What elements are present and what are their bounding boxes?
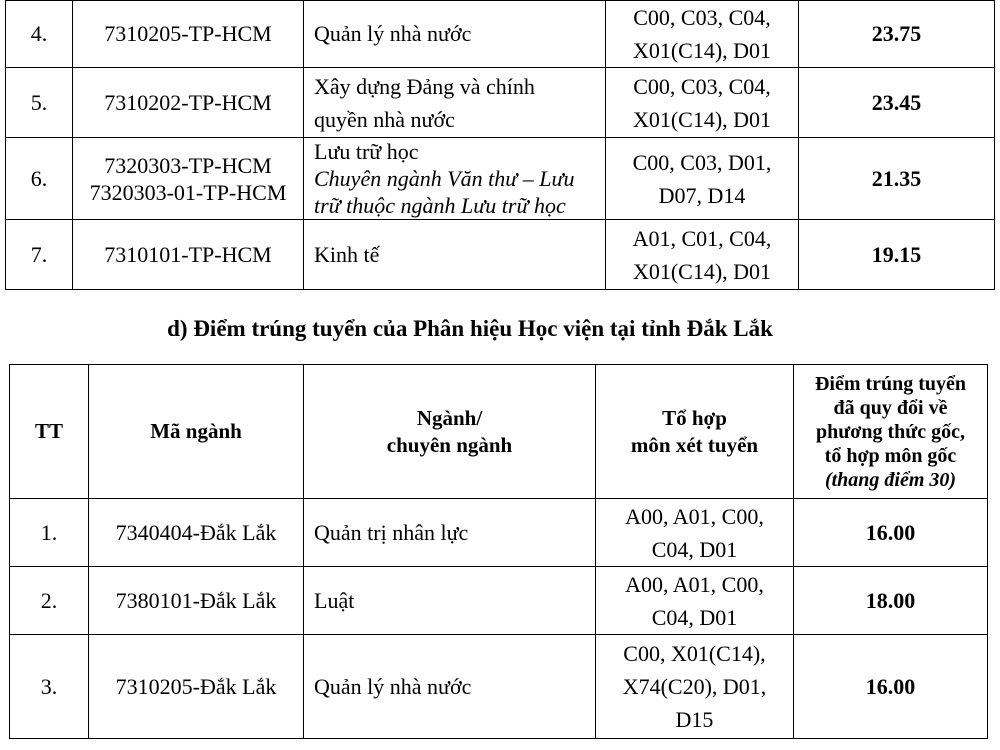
- table-row: [6, 138, 995, 220]
- admission-score: 23.45: [799, 68, 995, 138]
- subject-combination: C00, C03, C04, X01(C14), D01: [606, 1, 799, 68]
- header-row: [10, 365, 988, 499]
- subject-combination: A00, A01, C00, C04, D01: [596, 567, 794, 635]
- admission-score: 16.00: [794, 635, 988, 739]
- major-name: Lưu trữ học Chuyên ngành Văn thư – Lưu trữ thuộc ngành Lưu trữ học: [304, 138, 606, 220]
- row-number: 1.: [10, 499, 89, 567]
- header-subject-combination: Tổ hợp môn xét tuyển: [596, 365, 794, 499]
- admission-score: 16.00: [794, 499, 988, 567]
- major-code: 7310205-Đắk Lắk: [89, 635, 304, 739]
- major-code: 7310205-TP-HCM: [73, 1, 304, 68]
- header-major-code: Mã ngành: [89, 365, 304, 499]
- major-code: 7380101-Đắk Lắk: [89, 567, 304, 635]
- subject-combination: C00, X01(C14), X74(C20), D01, D15: [596, 635, 794, 739]
- major-name: Quản trị nhân lực: [304, 499, 596, 567]
- row-number: 5.: [6, 68, 73, 138]
- row-number: 4.: [6, 1, 73, 68]
- header-admission-score: Điểm trúng tuyển đã quy đổi về phương thức gốc, tổ hợp môn gốc (thang điểm 30): [794, 365, 988, 499]
- subject-combination: C00, C03, D01, D07, D14: [606, 138, 799, 220]
- major-code: 7310202-TP-HCM: [73, 68, 304, 138]
- major-name: Luật: [304, 567, 596, 635]
- table-row: [10, 499, 988, 567]
- table-row: [6, 220, 995, 290]
- major-code: 7320303-TP-HCM 7320303-01-TP-HCM: [73, 138, 304, 220]
- subject-combination: A00, A01, C00, C04, D01: [596, 499, 794, 567]
- admission-table-daklak: [9, 364, 988, 739]
- section-heading: d) Điểm trúng tuyển của Phân hiệu Học viện tại tỉnh Đắk Lắk: [167, 316, 773, 341]
- row-number: 7.: [6, 220, 73, 290]
- row-number: 6.: [6, 138, 73, 220]
- header-major: Ngành/ chuyên ngành: [304, 365, 596, 499]
- admission-score: 18.00: [794, 567, 988, 635]
- row-number: 2.: [10, 567, 89, 635]
- header-tt: TT: [10, 365, 89, 499]
- admission-score: 19.15: [799, 220, 995, 290]
- major-name: Xây dựng Đảng và chính quyền nhà nước: [304, 68, 606, 138]
- admission-score: 23.75: [799, 1, 995, 68]
- subject-combination: A01, C01, C04, X01(C14), D01: [606, 220, 799, 290]
- admission-score: 21.35: [799, 138, 995, 220]
- major-code: 7310101-TP-HCM: [73, 220, 304, 290]
- admission-table-top: [5, 0, 995, 290]
- major-code: 7340404-Đắk Lắk: [89, 499, 304, 567]
- row-number: 3.: [10, 635, 89, 739]
- table-row: [6, 1, 995, 68]
- major-name: Quản lý nhà nước: [304, 635, 596, 739]
- subject-combination: C00, C03, C04, X01(C14), D01: [606, 68, 799, 138]
- table-row: [10, 567, 988, 635]
- table-row: [6, 68, 995, 138]
- major-name: Quản lý nhà nước: [304, 1, 606, 68]
- major-name: Kinh tế: [304, 220, 606, 290]
- table-row: [10, 635, 988, 739]
